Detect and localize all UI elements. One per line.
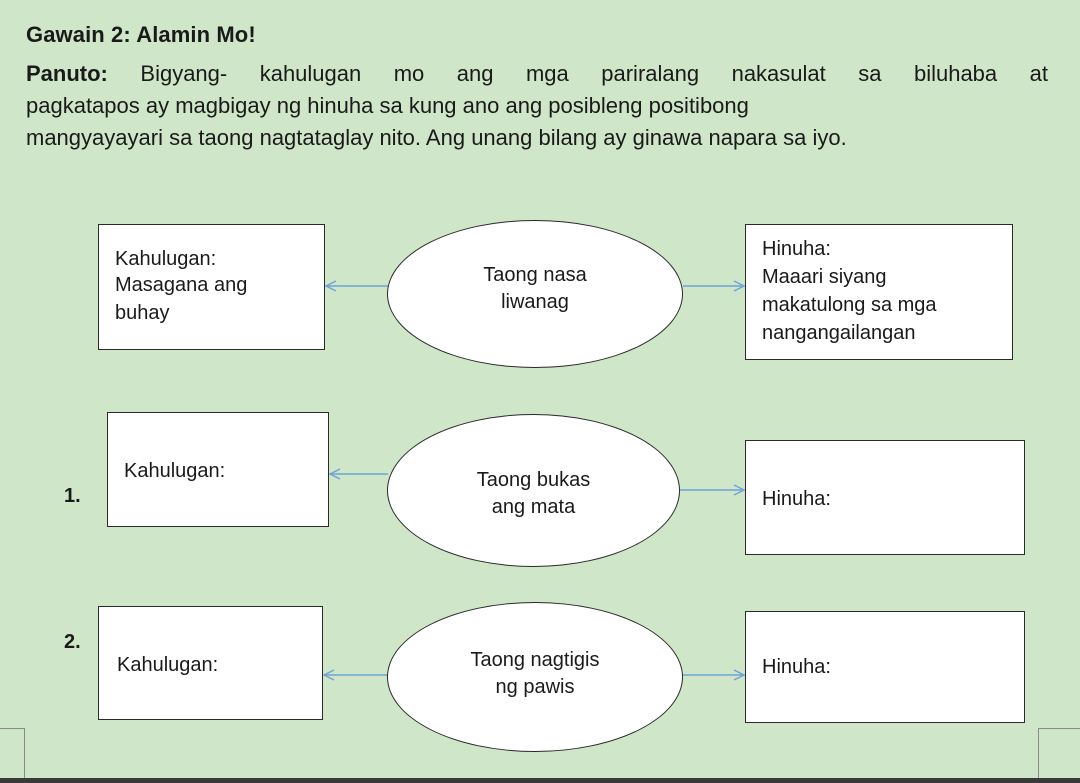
meaning-label: Kahulugan: [124, 460, 226, 482]
instructions-label: Panuto: [26, 61, 108, 86]
meaning-label: Kahulugan: [117, 654, 219, 676]
page-corner-mark-left [0, 728, 25, 779]
meaning-label: Kahulugan: [115, 248, 217, 270]
phrase-line-2: ang mata [491, 495, 576, 518]
phrase-line-2: ng pawis [495, 676, 575, 698]
instructions-line-2: pagkatapos ay magbigay ng hinuha sa kung ano ang posibleng positibong [26, 93, 749, 118]
item-number-2: 2. [64, 631, 81, 653]
phrase-oval-example [387, 220, 683, 368]
item-number-1: 1. [64, 485, 81, 507]
inference-text: Maaari siyang makatulong sa mga nangangailangan [762, 266, 937, 344]
meaning-box-1[interactable] [107, 412, 329, 527]
instructions-line-3: mangyayayari sa taong nagtataglay nito. Ang unang bilang ay ginawa napara sa iyo. [26, 125, 847, 150]
meaning-box-example [98, 224, 325, 350]
meaning-text: Masagana ang buhay [115, 274, 248, 324]
instructions-text-1: Bigyang- kahulugan mo ang mga pariralang nakasulat sa biluhaba at [140, 61, 1048, 86]
page-corner-mark-right [1038, 728, 1080, 779]
bottom-border [0, 778, 1080, 783]
phrase-line-1: Taong nasa [483, 264, 587, 286]
phrase-line-1: Taong bukas [476, 468, 591, 491]
inference-label: Hinuha: [762, 238, 831, 260]
inference-box-example [745, 224, 1013, 360]
phrase-line-1: Taong nagtigis [470, 649, 600, 671]
meaning-box-2[interactable] [98, 606, 323, 720]
inference-label: Hinuha: [762, 656, 831, 678]
inference-box-2[interactable] [745, 611, 1025, 723]
phrase-line-2: liwanag [501, 291, 569, 313]
phrase-oval-1 [387, 414, 680, 567]
inference-box-1[interactable] [745, 440, 1025, 555]
activity-title: Gawain 2: Alamin Mo! [26, 22, 256, 47]
inference-label: Hinuha: [762, 488, 831, 510]
phrase-oval-2 [387, 602, 683, 752]
